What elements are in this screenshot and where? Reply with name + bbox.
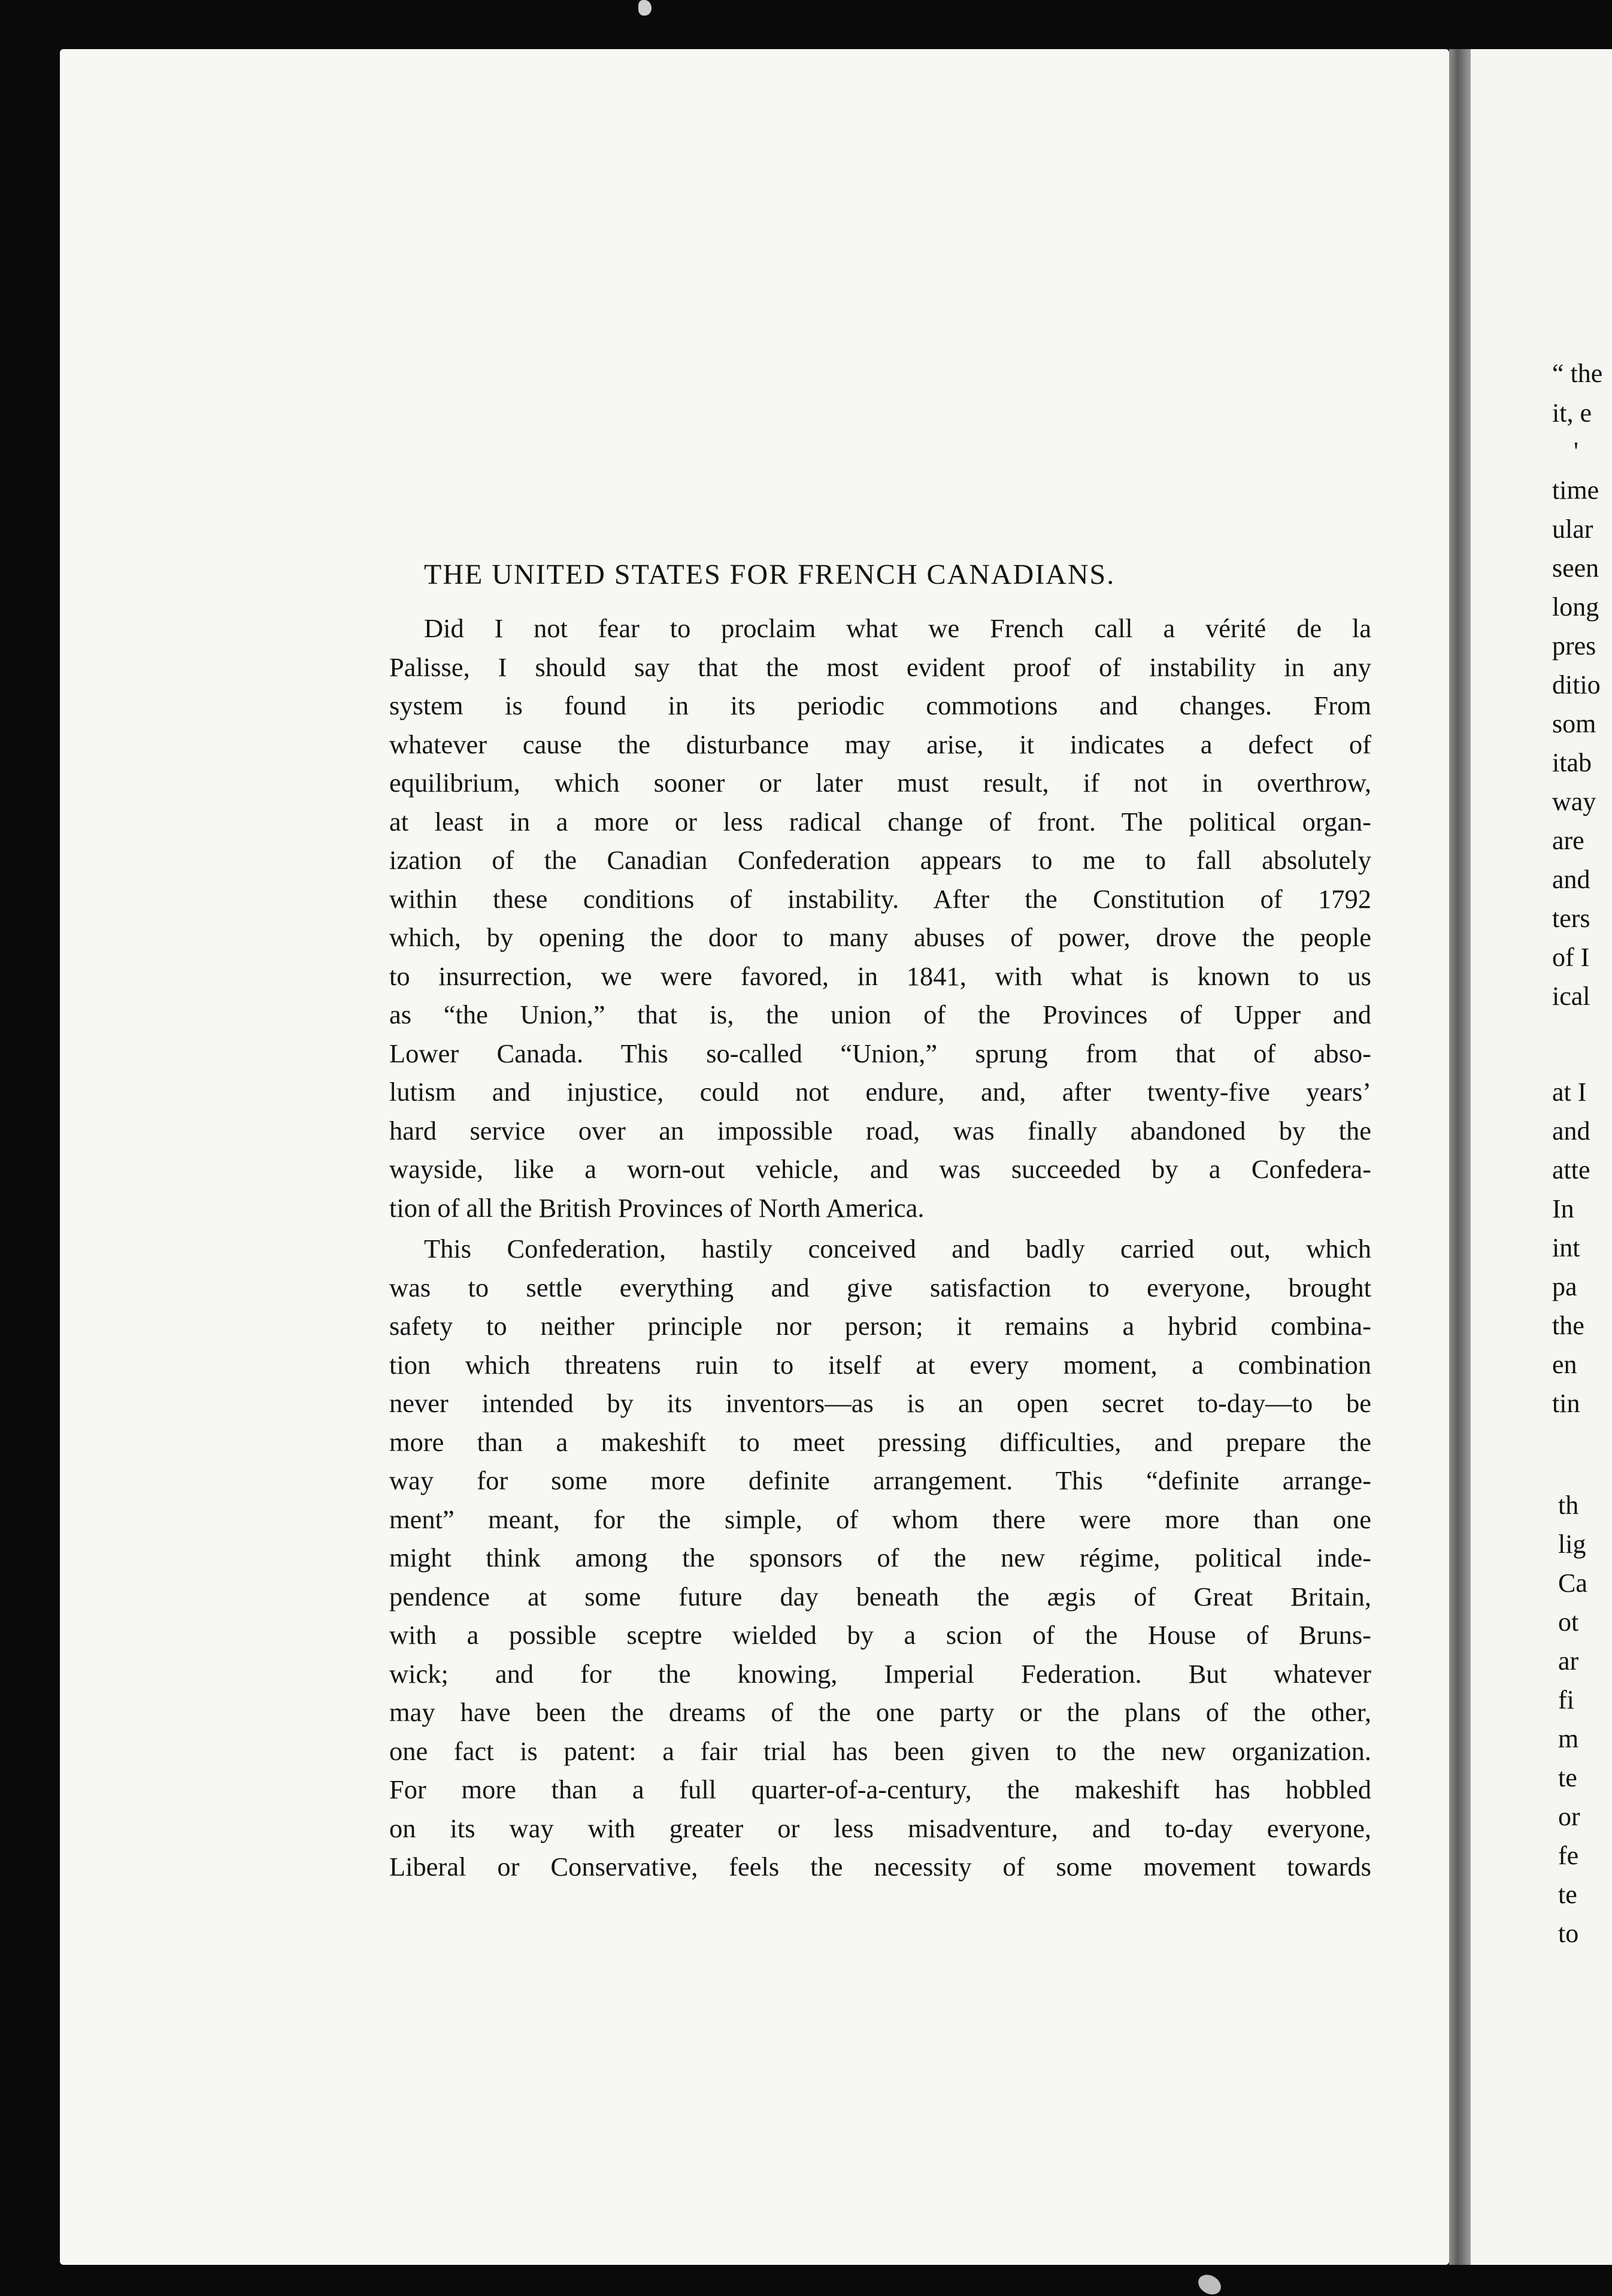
right-page	[1471, 49, 1612, 2265]
article-line: ment” meant, for the simple, of whom there were more than one	[389, 1504, 1371, 1534]
article-line: on its way with greater or less misadventure, and to-day everyone,	[389, 1813, 1371, 1843]
facing-page-fragment: pa	[1552, 1272, 1577, 1301]
article-line: to insurrection, we were favored, in 1841, with what is known to us	[389, 961, 1371, 991]
facing-page-fragment: fi	[1558, 1685, 1574, 1715]
article-line: safety to neither principle nor person; it remains a hybrid combina-	[389, 1311, 1371, 1341]
facing-page-fragment: ditio	[1552, 670, 1601, 699]
facing-page-fragment: of I	[1552, 943, 1590, 972]
article-line: pendence at some future day beneath the ægis of Great Britain,	[389, 1581, 1371, 1612]
article-line: may have been the dreams of the one party or the plans of the other,	[389, 1697, 1371, 1727]
facing-page-fragment: to	[1558, 1919, 1579, 1948]
facing-page-fragment: som	[1552, 709, 1596, 738]
facing-page-fragment: way	[1552, 787, 1596, 816]
facing-page-fragment: long	[1552, 592, 1599, 622]
article-line: more than a makeshift to meet pressing difficulties, and prepare the	[389, 1426, 1371, 1457]
article-line: which, by opening the door to many abuses of power, drove the people	[389, 922, 1371, 952]
facing-page-fragment: lig	[1558, 1529, 1586, 1559]
article-line: This Confederation, hastily conceived and badly carried out, which	[424, 1234, 1371, 1264]
book-gutter	[1449, 49, 1471, 2265]
article-line: lutism and injustice, could not endure, and, after twenty-five years’	[389, 1077, 1371, 1107]
facing-page-fragment: Ca	[1558, 1568, 1587, 1598]
facing-page-fragment: seen	[1552, 553, 1599, 583]
facing-page-fragment: ical	[1552, 982, 1590, 1011]
article-line: Palisse, I should say that the most evident proof of instability in any	[389, 652, 1371, 682]
article-line: wayside, like a worn-out vehicle, and was succeeded by a Confedera-	[389, 1154, 1371, 1184]
facing-page-fragment: pres	[1552, 631, 1596, 661]
facing-page-fragment: and	[1552, 1116, 1590, 1146]
facing-page-fragment: itab	[1552, 748, 1592, 777]
facing-page-fragment: '	[1574, 437, 1578, 466]
facing-page-fragment: te	[1558, 1763, 1577, 1792]
facing-page-fragment: In	[1552, 1194, 1574, 1223]
facing-page-fragment: ar	[1558, 1646, 1579, 1676]
facing-page-fragment: tin	[1552, 1389, 1580, 1418]
facing-page-fragment: atte	[1552, 1155, 1590, 1185]
facing-page-fragment: ular	[1552, 514, 1593, 544]
facing-page-fragment: or	[1558, 1802, 1580, 1831]
article-line: Lower Canada. This so-called “Union,” sprung from that of abso-	[389, 1038, 1371, 1068]
facing-page-fragment: int	[1552, 1233, 1580, 1262]
scan-speck	[1195, 2271, 1225, 2296]
facing-page-fragment: te	[1558, 1880, 1577, 1909]
facing-page-fragment: ters	[1552, 904, 1590, 933]
article-line: ization of the Canadian Confederation appears to me to fall absolutely	[389, 845, 1371, 875]
article-line: with a possible sceptre wielded by a scion of the House of Bruns-	[389, 1620, 1371, 1650]
facing-page-fragment: and	[1552, 865, 1590, 894]
facing-page-fragment: ot	[1558, 1607, 1579, 1637]
article-line: within these conditions of instability. After the Constitution of 1792	[389, 883, 1371, 914]
facing-page-fragment: “ the	[1552, 359, 1603, 388]
facing-page-fragment: time	[1552, 475, 1599, 505]
article-line: at least in a more or less radical change of front. The political organ-	[389, 806, 1371, 837]
article-line: system is found in its periodic commotions and changes. From	[389, 690, 1371, 720]
facing-page-fragment: fe	[1558, 1841, 1579, 1870]
article-line: as “the Union,” that is, the union of the Provinces of Upper and	[389, 999, 1371, 1029]
article-line: hard service over an impossible road, was finally abandoned by the	[389, 1115, 1371, 1146]
article-line: way for some more definite arrangement. This “definite arrange-	[389, 1465, 1371, 1495]
article-line: might think among the sponsors of the new régime, political inde-	[389, 1543, 1371, 1573]
facing-page-fragment: th	[1558, 1491, 1579, 1520]
facing-page-fragment: m	[1558, 1724, 1579, 1753]
facing-page-fragment: the	[1552, 1311, 1584, 1340]
article-line: wick; and for the knowing, Imperial Federation. But whatever	[389, 1658, 1371, 1689]
article-title: THE UNITED STATES FOR FRENCH CANADIANS.	[424, 559, 1116, 590]
article-line: was to settle everything and give satisfaction to everyone, brought	[389, 1272, 1371, 1303]
facing-page-fragment: at I	[1552, 1077, 1587, 1107]
facing-page-fragment: are	[1552, 826, 1584, 855]
article-line: one fact is patent: a fair trial has been given to the new organization.	[389, 1735, 1371, 1766]
article-line: Liberal or Conservative, feels the necessity of some movement towards	[389, 1852, 1371, 1882]
article-line: Did I not fear to proclaim what we French call a vérité de la	[424, 613, 1371, 643]
facing-page-fragment: it, e	[1552, 398, 1592, 428]
article-line: tion which threatens ruin to itself at every moment, a combination	[389, 1349, 1371, 1380]
article-line: tion of all the British Provinces of North America.	[389, 1192, 925, 1223]
article-line: never intended by its inventors—as is an open secret to-day—to be	[389, 1388, 1371, 1418]
scan-speck	[638, 0, 652, 16]
article-line: whatever cause the disturbance may arise, it indicates a defect of	[389, 729, 1371, 759]
facing-page-fragment: en	[1552, 1350, 1577, 1379]
article-line: For more than a full quarter-of-a-century, the makeshift has hobbled	[389, 1774, 1371, 1804]
article-line: equilibrium, which sooner or later must result, if not in overthrow,	[389, 768, 1371, 798]
